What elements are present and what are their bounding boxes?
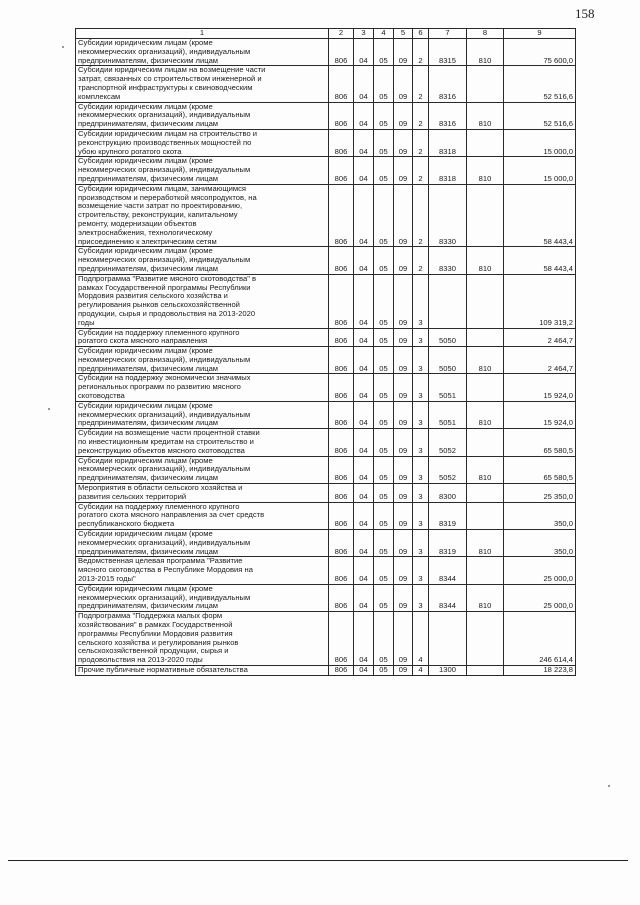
- row-description: Субсидии юридическим лицам (кроме некоммерческих организаций), индивидуальным предпринимателям, физическим лицам: [76, 102, 329, 129]
- code-cell: 806: [329, 129, 354, 156]
- code-cell: 3: [413, 401, 429, 428]
- code-cell: 04: [354, 502, 374, 529]
- code-cell: 3: [413, 530, 429, 557]
- page-number: 158: [575, 6, 595, 21]
- code-cell: 04: [354, 401, 374, 428]
- row-description: Субсидии юридическим лицам (кроме некоммерческих организаций), индивидуальным предпринимателям, физическим лицам: [76, 530, 329, 557]
- table-row: [76, 129, 576, 156]
- code-cell: 806: [329, 456, 354, 483]
- table-row: [76, 157, 576, 184]
- footer-rule: [8, 860, 628, 861]
- row-description: Субсидии юридическим лицам на строительство и реконструкцию производственных мощностей по убою крупного рогатого скота: [76, 129, 329, 156]
- row-description: Субсидии юридическим лицам (кроме некоммерческих организаций), индивидуальным предпринимателям, физическим лицам: [76, 347, 329, 374]
- col-header-7: 7: [429, 29, 467, 39]
- code-cell: 8344: [429, 557, 467, 584]
- code-cell: 09: [394, 530, 413, 557]
- code-cell: 04: [354, 584, 374, 611]
- table-header-row: [76, 29, 576, 39]
- code-cell: 5051: [429, 374, 467, 401]
- code-cell: 04: [354, 184, 374, 247]
- code-cell: 806: [329, 374, 354, 401]
- table-row: [76, 665, 576, 675]
- table-row: [76, 502, 576, 529]
- code-cell: 04: [354, 39, 374, 66]
- code-cell: 05: [374, 274, 394, 328]
- code-cell: 04: [354, 456, 374, 483]
- code-cell: 04: [354, 530, 374, 557]
- code-cell: 09: [394, 456, 413, 483]
- code-cell: 3: [413, 484, 429, 503]
- code-cell: 1300: [429, 665, 467, 675]
- table-row: [76, 66, 576, 102]
- code-cell: 05: [374, 401, 394, 428]
- amount-cell: 109 319,2: [504, 274, 576, 328]
- row-description: Субсидии юридическим лицам (кроме некоммерческих организаций), индивидуальным предпринимателям, физическим лицам: [76, 456, 329, 483]
- code-cell: 04: [354, 157, 374, 184]
- amount-cell: 246 614,4: [504, 612, 576, 666]
- amount-cell: 15 000,0: [504, 157, 576, 184]
- col-header-8: 8: [467, 29, 504, 39]
- code-cell: 8315: [429, 39, 467, 66]
- code-cell: [429, 274, 467, 328]
- code-cell: 05: [374, 456, 394, 483]
- row-description: Субсидии юридическим лицам (кроме некоммерческих организаций), индивидуальным предпринимателям, физическим лицам: [76, 157, 329, 184]
- code-cell: 2: [413, 184, 429, 247]
- code-cell: 2: [413, 157, 429, 184]
- code-cell: 806: [329, 157, 354, 184]
- amount-cell: 25 000,0: [504, 584, 576, 611]
- code-cell: 2: [413, 102, 429, 129]
- code-cell: 04: [354, 247, 374, 274]
- code-cell: [467, 665, 504, 675]
- code-cell: [467, 184, 504, 247]
- code-cell: 04: [354, 665, 374, 675]
- code-cell: 04: [354, 557, 374, 584]
- code-cell: 05: [374, 374, 394, 401]
- code-cell: 05: [374, 665, 394, 675]
- row-description: Субсидии юридическим лицам (кроме некоммерческих организаций), индивидуальным предпринимателям, физическим лицам: [76, 584, 329, 611]
- code-cell: 806: [329, 612, 354, 666]
- table-row: [76, 274, 576, 328]
- code-cell: 05: [374, 328, 394, 347]
- code-cell: 09: [394, 665, 413, 675]
- code-cell: 2: [413, 129, 429, 156]
- code-cell: 810: [467, 401, 504, 428]
- code-cell: 09: [394, 502, 413, 529]
- code-cell: [467, 374, 504, 401]
- code-cell: 3: [413, 584, 429, 611]
- code-cell: [467, 328, 504, 347]
- code-cell: 806: [329, 102, 354, 129]
- scan-speck: [62, 46, 64, 48]
- row-description: Ведомственная целевая программа "Развитие мясного скотоводства в Республике Мордовия на 2013-2015 годы": [76, 557, 329, 584]
- code-cell: 09: [394, 347, 413, 374]
- code-cell: 04: [354, 274, 374, 328]
- code-cell: 810: [467, 102, 504, 129]
- code-cell: 806: [329, 665, 354, 675]
- table-row: [76, 184, 576, 247]
- row-description: Мероприятия в области сельского хозяйства и развития сельских территорий: [76, 484, 329, 503]
- amount-cell: 15 924,0: [504, 401, 576, 428]
- row-description: Прочие публичные нормативные обязательства: [76, 665, 329, 675]
- code-cell: 5050: [429, 347, 467, 374]
- code-cell: 05: [374, 129, 394, 156]
- amount-cell: 350,0: [504, 530, 576, 557]
- code-cell: 3: [413, 456, 429, 483]
- table-row: [76, 328, 576, 347]
- code-cell: 8344: [429, 584, 467, 611]
- code-cell: 09: [394, 429, 413, 456]
- row-description: Субсидии на поддержку экономически значимых региональных программ по развитию мясного скотоводства: [76, 374, 329, 401]
- code-cell: 806: [329, 484, 354, 503]
- code-cell: [467, 557, 504, 584]
- code-cell: 05: [374, 39, 394, 66]
- code-cell: 09: [394, 66, 413, 102]
- code-cell: 4: [413, 665, 429, 675]
- scan-speck: [608, 785, 610, 787]
- code-cell: 05: [374, 502, 394, 529]
- amount-cell: 15 000,0: [504, 129, 576, 156]
- col-header-6: 6: [413, 29, 429, 39]
- code-cell: 04: [354, 429, 374, 456]
- code-cell: 806: [329, 66, 354, 102]
- col-header-1: 1: [76, 29, 329, 39]
- table-row: [76, 102, 576, 129]
- code-cell: 09: [394, 612, 413, 666]
- code-cell: 806: [329, 429, 354, 456]
- code-cell: 4: [413, 612, 429, 666]
- row-description: Субсидии юридическим лицам, занимающимся производством и переработкой мясопродуктов, на возмещение части затрат по проектированию, строительству, реконструкции, капитальному ремонту, модернизации объектов электроснабжения, технологическому присоединению к электрическим сетям: [76, 184, 329, 247]
- code-cell: 3: [413, 557, 429, 584]
- code-cell: 09: [394, 184, 413, 247]
- code-cell: 810: [467, 347, 504, 374]
- code-cell: 04: [354, 484, 374, 503]
- code-cell: 8300: [429, 484, 467, 503]
- code-cell: 5051: [429, 401, 467, 428]
- table-row: [76, 401, 576, 428]
- code-cell: 05: [374, 102, 394, 129]
- table-row: [76, 39, 576, 66]
- code-cell: 04: [354, 129, 374, 156]
- amount-cell: 25 000,0: [504, 557, 576, 584]
- code-cell: 806: [329, 274, 354, 328]
- row-description: Подпрограмма "Развитие мясного скотоводства" в рамках Государственной программы Республики Мордовия развития сельского хозяйства и регулирования рынков сельскохозяйственной продукции, сырья и продовольствия на 2013-2020 годы: [76, 274, 329, 328]
- code-cell: 8319: [429, 502, 467, 529]
- row-description: Субсидии на возмещение части процентной ставки по инвестиционным кредитам на строительство и реконструкцию объектов мясного скотоводства: [76, 429, 329, 456]
- code-cell: 810: [467, 584, 504, 611]
- row-description: Субсидии юридическим лицам на возмещение части затрат, связанных со строительством инженерной и транспортной инфраструктуры к свиноводческим комплексам: [76, 66, 329, 102]
- row-description: Подпрограмма "Поддержка малых форм хозяйствования" в рамках Государственной программы Республики Мордовия развития сельского хозяйства и регулирования рынков сельскохозяйственной продукции, сырья и продовольствия на 2013-2020 годы: [76, 612, 329, 666]
- amount-cell: 75 600,0: [504, 39, 576, 66]
- code-cell: 04: [354, 66, 374, 102]
- code-cell: 806: [329, 184, 354, 247]
- amount-cell: 58 443,4: [504, 247, 576, 274]
- code-cell: 09: [394, 39, 413, 66]
- code-cell: 2: [413, 39, 429, 66]
- code-cell: 8316: [429, 66, 467, 102]
- code-cell: 810: [467, 456, 504, 483]
- col-header-9: 9: [504, 29, 576, 39]
- code-cell: 810: [467, 530, 504, 557]
- code-cell: 05: [374, 347, 394, 374]
- code-cell: 09: [394, 102, 413, 129]
- code-cell: 05: [374, 530, 394, 557]
- col-header-3: 3: [354, 29, 374, 39]
- code-cell: 8330: [429, 247, 467, 274]
- budget-table: [75, 28, 576, 676]
- code-cell: 05: [374, 184, 394, 247]
- code-cell: 3: [413, 374, 429, 401]
- code-cell: 810: [467, 157, 504, 184]
- row-description: Субсидии юридическим лицам (кроме некоммерческих организаций), индивидуальным предпринимателям, физическим лицам: [76, 247, 329, 274]
- code-cell: [467, 502, 504, 529]
- code-cell: 3: [413, 328, 429, 347]
- code-cell: 806: [329, 530, 354, 557]
- table-row: [76, 456, 576, 483]
- code-cell: 810: [467, 247, 504, 274]
- table-row: [76, 584, 576, 611]
- code-cell: 8319: [429, 530, 467, 557]
- code-cell: 806: [329, 557, 354, 584]
- code-cell: 2: [413, 66, 429, 102]
- code-cell: 04: [354, 612, 374, 666]
- code-cell: 09: [394, 129, 413, 156]
- code-cell: 3: [413, 429, 429, 456]
- code-cell: 04: [354, 102, 374, 129]
- code-cell: 05: [374, 584, 394, 611]
- code-cell: 5052: [429, 429, 467, 456]
- code-cell: 09: [394, 157, 413, 184]
- code-cell: 05: [374, 484, 394, 503]
- code-cell: 05: [374, 429, 394, 456]
- table-row: [76, 429, 576, 456]
- table-row: [76, 247, 576, 274]
- code-cell: 8318: [429, 129, 467, 156]
- table-row: [76, 612, 576, 666]
- amount-cell: 2 464,7: [504, 328, 576, 347]
- amount-cell: 52 516,6: [504, 102, 576, 129]
- code-cell: [467, 612, 504, 666]
- code-cell: 09: [394, 484, 413, 503]
- table-row: [76, 484, 576, 503]
- amount-cell: 65 580,5: [504, 456, 576, 483]
- code-cell: [467, 429, 504, 456]
- code-cell: 3: [413, 347, 429, 374]
- code-cell: 8316: [429, 102, 467, 129]
- code-cell: 806: [329, 347, 354, 374]
- amount-cell: 15 924,0: [504, 374, 576, 401]
- code-cell: 5050: [429, 328, 467, 347]
- amount-cell: 18 223,8: [504, 665, 576, 675]
- code-cell: [467, 129, 504, 156]
- code-cell: 05: [374, 557, 394, 584]
- code-cell: 09: [394, 401, 413, 428]
- amount-cell: 350,0: [504, 502, 576, 529]
- col-header-5: 5: [394, 29, 413, 39]
- code-cell: 806: [329, 401, 354, 428]
- scan-speck: [48, 408, 50, 410]
- row-description: Субсидии на поддержку племенного крупного рогатого скота мясного направления за счет средств республиканского бюджета: [76, 502, 329, 529]
- col-header-4: 4: [374, 29, 394, 39]
- code-cell: 04: [354, 347, 374, 374]
- table-row: [76, 347, 576, 374]
- amount-cell: 52 516,6: [504, 66, 576, 102]
- row-description: Субсидии юридическим лицам (кроме некоммерческих организаций), индивидуальным предпринимателям, физическим лицам: [76, 39, 329, 66]
- amount-cell: 25 350,0: [504, 484, 576, 503]
- code-cell: 806: [329, 328, 354, 347]
- code-cell: 04: [354, 328, 374, 347]
- code-cell: 04: [354, 374, 374, 401]
- code-cell: [429, 612, 467, 666]
- amount-cell: 58 443,4: [504, 184, 576, 247]
- table-row: [76, 530, 576, 557]
- amount-cell: 2 464,7: [504, 347, 576, 374]
- code-cell: 3: [413, 502, 429, 529]
- code-cell: 8330: [429, 184, 467, 247]
- code-cell: 5052: [429, 456, 467, 483]
- code-cell: 05: [374, 247, 394, 274]
- table-row: [76, 374, 576, 401]
- amount-cell: 65 580,5: [504, 429, 576, 456]
- code-cell: 05: [374, 66, 394, 102]
- code-cell: 05: [374, 157, 394, 184]
- col-header-2: 2: [329, 29, 354, 39]
- code-cell: 806: [329, 247, 354, 274]
- row-description: Субсидии юридическим лицам (кроме некоммерческих организаций), индивидуальным предпринимателям, физическим лицам: [76, 401, 329, 428]
- row-description: Субсидии на поддержку племенного крупного рогатого скота мясного направления: [76, 328, 329, 347]
- code-cell: 806: [329, 502, 354, 529]
- code-cell: [467, 274, 504, 328]
- code-cell: 09: [394, 247, 413, 274]
- code-cell: 05: [374, 612, 394, 666]
- table-row: [76, 557, 576, 584]
- code-cell: 2: [413, 247, 429, 274]
- code-cell: 09: [394, 584, 413, 611]
- code-cell: 09: [394, 274, 413, 328]
- code-cell: [467, 484, 504, 503]
- code-cell: 806: [329, 39, 354, 66]
- code-cell: 09: [394, 374, 413, 401]
- code-cell: 8318: [429, 157, 467, 184]
- code-cell: 09: [394, 557, 413, 584]
- code-cell: 810: [467, 39, 504, 66]
- code-cell: 09: [394, 328, 413, 347]
- code-cell: [467, 66, 504, 102]
- code-cell: 806: [329, 584, 354, 611]
- code-cell: 3: [413, 274, 429, 328]
